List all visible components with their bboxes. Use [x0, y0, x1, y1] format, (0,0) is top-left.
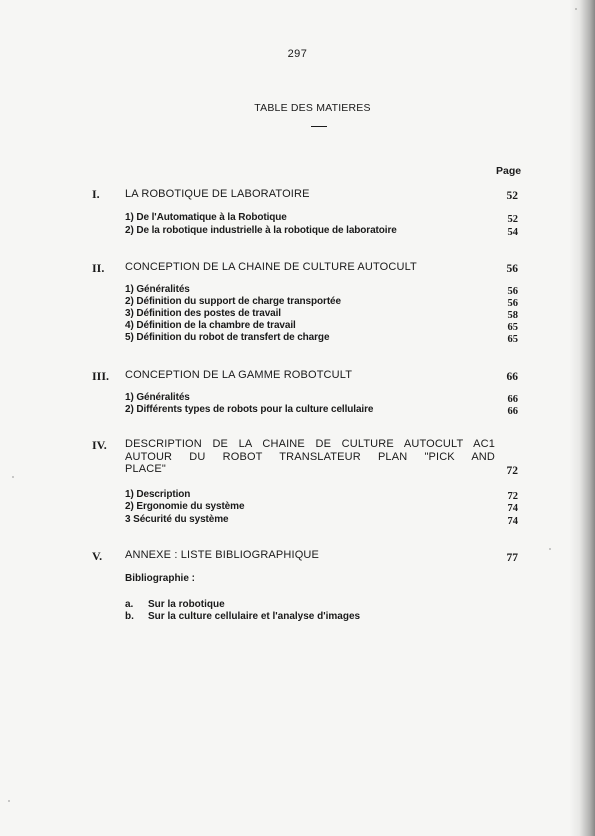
section-page: 56: [506, 263, 518, 275]
title-underline: [311, 126, 327, 127]
toc-item: 2) Différents types de robots pour la culture cellulaire: [125, 404, 374, 415]
section-title: LA ROBOTIQUE DE LABORATOIRE: [125, 188, 310, 200]
scan-speck: [575, 8, 577, 10]
toc-item-page: 65: [507, 334, 518, 345]
scan-speck: [549, 548, 551, 550]
toc-item: 2) Définition du support de charge transportée: [125, 296, 341, 307]
section-number: IV.: [92, 438, 107, 452]
toc-title: TABLE DES MATIERES: [254, 102, 371, 114]
sub-item-letter: a.: [125, 599, 134, 610]
page-number: 297: [287, 48, 308, 60]
section-title: CONCEPTION DE LA CHAINE DE CULTURE AUTOCULT: [125, 261, 417, 273]
bibliography-label: Bibliographie :: [125, 573, 195, 584]
toc-item-page: 65: [507, 322, 518, 333]
section-number: III.: [92, 369, 110, 383]
sub-item-label: Sur la robotique: [148, 599, 225, 610]
section-number: V.: [92, 549, 103, 563]
toc-item-page: 66: [507, 406, 518, 417]
toc-item-page: 66: [507, 394, 518, 405]
toc-item: 1) Généralités: [125, 284, 190, 295]
scan-speck: [8, 800, 10, 802]
toc-item-page: 54: [507, 227, 518, 238]
toc-item-page: 56: [507, 298, 518, 309]
toc-item: 5) Définition du robot de transfert de charge: [125, 332, 330, 343]
toc-item: 1) Description: [125, 489, 191, 500]
toc-item-page: 74: [507, 503, 518, 514]
toc-item-page: 52: [507, 214, 518, 225]
toc-item-page: 72: [507, 491, 518, 502]
toc-item-page: 58: [507, 310, 518, 321]
section-title-line: AUTOUR DU ROBOT TRANSLATEUR PLAN "PICK AND: [125, 450, 495, 463]
section-number: II.: [92, 261, 105, 275]
toc-item: 3) Définition des postes de travail: [125, 308, 281, 319]
section-title-line: DESCRIPTION DE LA CHAINE DE CULTURE AUTOCULT AC1: [125, 438, 495, 450]
section-title: CONCEPTION DE LA GAMME ROBOTCULT: [125, 369, 353, 381]
toc-item-page: 74: [507, 516, 518, 527]
toc-item: 1) De l'Automatique à la Robotique: [125, 212, 287, 223]
page-column-header: Page: [496, 165, 522, 177]
sub-item-label: Sur la culture cellulaire et l'analyse d'images: [148, 611, 361, 622]
toc-item: 1) Généralités: [125, 392, 190, 403]
scan-speck: [12, 476, 14, 478]
toc-item: 2) De la robotique industrielle à la robotique de laboratoire: [125, 225, 397, 236]
toc-item: 2) Ergonomie du système: [125, 501, 245, 512]
section-page: 66: [506, 371, 518, 383]
toc-item: 3 Sécurité du système: [125, 514, 229, 525]
section-page: 72: [506, 465, 518, 477]
section-page: 52: [506, 190, 518, 202]
section-number: I.: [92, 187, 100, 201]
section-page: 77: [506, 552, 518, 564]
page-edge-shadow: [569, 0, 595, 836]
toc-item: 4) Définition de la chambre de travail: [125, 320, 296, 331]
sub-item-letter: b.: [125, 611, 134, 622]
section-title: [125, 438, 495, 476]
toc-item-page: 56: [507, 286, 518, 297]
section-title-line: PLACE": [125, 463, 166, 475]
section-title: ANNEXE : LISTE BIBLIOGRAPHIQUE: [125, 549, 319, 561]
